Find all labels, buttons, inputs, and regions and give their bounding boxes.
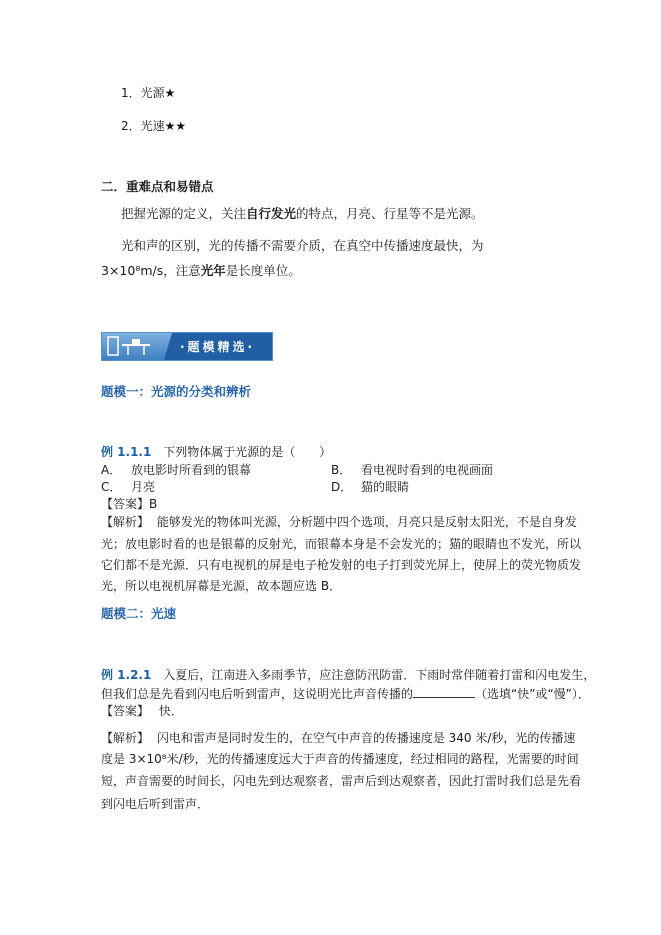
answer-blank <box>413 686 475 698</box>
model-title: 题模二：光速 <box>101 606 177 621</box>
option-text: 猫的眼睛 <box>361 480 410 494</box>
section-banner <box>101 332 273 361</box>
analysis-line: 光，所以电视机屏幕是光源，故本题应选 B． <box>101 579 342 593</box>
example-question-line <box>101 685 590 702</box>
answer <box>101 495 157 512</box>
analysis-text: 能够发光的物体叫光源，分析题中四个选项，月亮只是反射太阳光，不是自身发 <box>156 515 577 529</box>
answer-label: 【答案】 <box>101 704 150 718</box>
option-text: 月亮 <box>131 480 156 494</box>
desk-icon <box>102 333 172 360</box>
option-key: C． <box>101 480 122 494</box>
option-a <box>101 461 251 478</box>
outline-item-number: 1． <box>121 86 141 100</box>
star-icon: ★ <box>164 86 176 100</box>
paragraph-text: 把握光源的定义，关注 <box>121 206 247 221</box>
option-b <box>331 461 493 478</box>
example-label: 例 1.1.1 <box>101 445 152 459</box>
analysis-line <box>101 513 577 530</box>
analysis-line: 到闪电后听到雷声． <box>101 797 210 811</box>
analysis-line: 它们都不是光源．只有电视机的屏是电子枪发射的电子打到荧光屏上，使屏上的荧光物质发 <box>101 558 582 572</box>
option-text: 放电影时所看到的银幕 <box>131 463 252 477</box>
analysis-line: 光；放电影时看的也是银幕的反射光，而银幕本身是不会发光的；猫的眼睛也不发光，所以 <box>101 537 582 551</box>
example-question <box>101 666 595 683</box>
outline-item-text: 光速 <box>140 119 165 133</box>
option-c <box>101 478 155 495</box>
emphasis-text: 自行发光 <box>246 206 297 221</box>
analysis-line: 度是 3×10⁸米/秒，光的传播速度远大于声音的传播速度，经过相同的路程，光需要的时间 <box>101 752 579 766</box>
answer <box>101 702 183 719</box>
section-title: 二．重难点和易错点 <box>101 179 214 194</box>
option-d <box>331 478 409 495</box>
paragraph-text: 的特点，月亮、行星等不是光源。 <box>296 206 484 221</box>
analysis-line: 短，声音需要的时间长，闪电先到达观察者，雷声后到达观察者，因此打雷时我们总是先看 <box>101 774 582 788</box>
banner-title: ·题模精选· <box>180 340 256 354</box>
model-title: 题模一：光源的分类和辨析 <box>101 384 252 399</box>
option-text: 看电视时看到的电视画面 <box>361 463 494 477</box>
analysis-line <box>101 729 575 746</box>
outline-item-number: 2． <box>121 119 141 133</box>
banner-decoration <box>102 333 172 360</box>
outline-item-text: 光源 <box>140 86 165 100</box>
option-key: B． <box>331 463 352 477</box>
question-text: （选填“快”或“慢”）． <box>475 687 590 701</box>
answer-value: B <box>149 497 158 511</box>
paragraph-text: 是长度单位。 <box>225 263 301 278</box>
emphasis-text: 光年 <box>200 263 226 278</box>
option-key: A． <box>101 463 122 477</box>
option-key: D． <box>331 480 353 494</box>
question-text: 但我们总是先看到闪电后听到雷声，这说明光比声音传播的 <box>101 687 414 701</box>
paragraph-text: 光和声的区别，光的传播不需要介质，在真空中传播速度最快，为 3×10⁸m/s，注意 <box>101 238 484 278</box>
star-icon: ★★ <box>164 119 187 133</box>
answer-value: 快． <box>158 704 183 718</box>
example-label: 例 1.2.1 <box>101 668 152 682</box>
paragraph-light-vs-sound <box>101 233 556 283</box>
question-text: 下列物体属于光源的是（ ） <box>163 445 332 459</box>
example-question <box>101 443 331 460</box>
analysis-label: 【解析】 <box>101 731 150 745</box>
outline-item-light-source <box>121 84 175 101</box>
analysis-label: 【解析】 <box>101 515 150 529</box>
question-text: 入夏后，江南进入多雨季节，应注意防汛防雷．下雨时常伴随着打雷和闪电发生， <box>163 668 596 682</box>
answer-label: 【答案】 <box>101 497 150 511</box>
analysis-text: 闪电和雷声是同时发生的，在空气中声音的传播速度是 340 米/秒，光的传播速 <box>156 731 576 745</box>
paragraph-light-source-definition <box>101 201 556 226</box>
outline-item-light-speed <box>121 117 186 134</box>
